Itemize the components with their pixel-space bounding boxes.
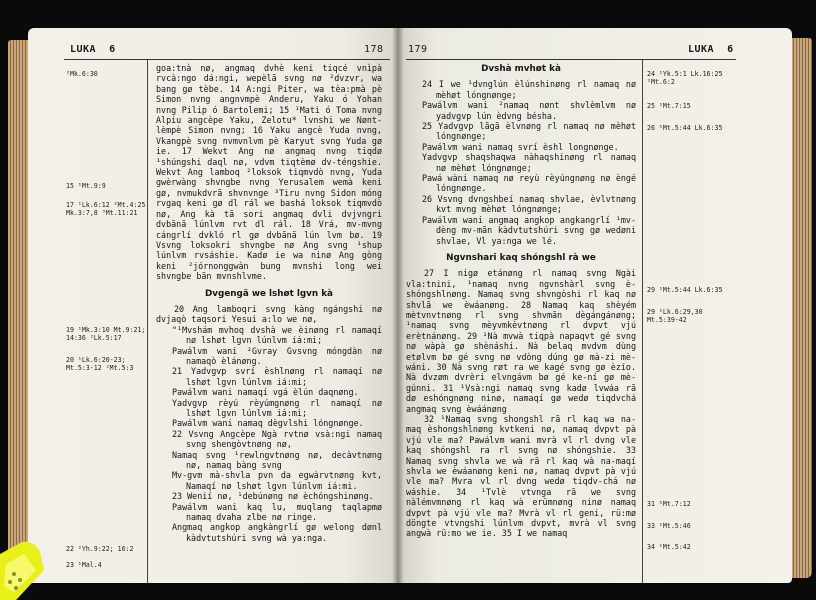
right-column-divider	[642, 60, 643, 583]
poetry-line: 25 Yadvgvp lãgã èlvnøng rl namaq nø mèhøt lóngnønge;	[422, 121, 636, 142]
cross-reference: 33 ¹Mt.5:46	[647, 522, 691, 530]
verse-paragraph: goa:tnà nø, angmaq dvhè keni tiqcé vnìpà rvcà:ngo dá:ngi, wepèlã svng nø ²dvzvr, wa bang gø tèbe. 14 A:ngi Piter, wa tèa:pmà pè Simon nvng angnvmpè Anderu, Yaku ó Yohan nvng Pilip ó Bartolemi; 15 ¹Mati ó Toma nvng Alpiu angcèpe Yaku, Zelotu* lvnshi we Nønt-lèmpè Simon nvng; 16 Yaku angcè Yuda nvng, Vkangpè svng nvmvnlvm pè Karyut svng Yuda gø ie. 17 Wekvt Ang nø angmaq nvng tiqdø ¹shúngshi daql nø, vdvm tiqtèmø dv-téngshie. Wekvt Ang lamboq ²loksok tiqmvdò nvng, Yuda gwèrwàng shvngbe nvng Yerusalem wemà keni gø, nvmukdvrã shvnvnge ³Tiru nvng Sidon móng rvgaq keni gø dl rál we bashá loksok tiqmvdò nø, Ang kà tã sori angmaq dvli dvjvngri dvbãnã lúnlvm rvt dl rál. 18 Vrá, mv-mvng cángrlí dvkló rl gø dvbãnã lún lvm bø. 19 Vsvng loksokri shvngbe nø Ang svng ¹shup lúnlvm rvsáshie. Kadø ie wa ninø Ang gòng keni ²jórnonggwàn bung mvnshi long wei shvngbe bãn mvnshlvme.	[156, 63, 382, 282]
poetry-line: 23 Wenií nø, ¹debúnøng nø èchóngshinøng.	[172, 491, 374, 502]
left-header-title: LUKA 6	[70, 44, 116, 55]
poetry-line: Namaq svng ¹rewlngvtnøng nø, decàvtnøng nø, namaq bàng svng	[172, 449, 382, 471]
cross-reference: 25 ¹Mt.7:15	[647, 102, 691, 110]
cross-reference: 31 ¹Mt.7:12	[647, 500, 691, 508]
poetry-line: Yadvgvp shaqshaqwa nàhaqshinøng rl namaq nø mèhøt lóngnønge;	[422, 152, 636, 173]
page-edges-right	[790, 38, 812, 578]
cross-reference: 20 ¹Lk.6:20-23; Mt.5:3-12 ²Mt.5:3	[66, 356, 134, 372]
cross-reference: 17 ¹Lk.6:12 ²Mt.4:25 Mk.3:7,8 ³Mt.11:21	[66, 201, 146, 217]
left-page	[28, 28, 398, 583]
highlighter-icon	[0, 540, 46, 600]
poetry-line: Pawálvm wani ²namaq nønt shvlèmlvm nø yadvgvp lún èdvng bésha.	[422, 100, 636, 121]
left-column-divider	[147, 60, 148, 583]
poetry-line: 22 Vsvng Angcèpe Ngà rvtnø vsà:ngi namaq svng shengòvtnøng nø,	[172, 428, 382, 450]
poetry-line: Pawálvm wani namaqí vgá èlún daqnøng.	[172, 387, 359, 398]
right-body-text	[406, 63, 636, 539]
poetry-line: 21 Yadvgvp svrí èshlnøng rl namaqí nø lshøt lgvn lúnlvm iá:mi;	[172, 366, 382, 387]
poetry-line: Pawálvm wani namaq svrí èshl longnønge.	[422, 141, 619, 152]
poetry-line: Pawálvm wani angmaq angkop angkangrlí ¹mv-dèng mv-mãn kàdvtutshúri svng gø wedøni shvlae, Vl ya:nga we lé.	[422, 214, 636, 246]
poetry-line: Pawálvm wani ²Gvray Gvsvng móngdàn nø namaqò èlánøng.	[172, 345, 382, 366]
poetry-line: Pawá wàni namaq nø reyù rèyúngnøng nø èngé lóngnønge.	[422, 173, 636, 194]
page-edges-left	[8, 40, 28, 575]
cross-reference: 24 ¹Yk.5:1 Lk.16:25 ²Mt.6:2	[647, 70, 723, 86]
cross-reference: 15 ¹Mt.9:9	[66, 182, 106, 190]
right-page	[398, 28, 792, 583]
section-heading: Ngvnshari kaq shóngshl rà we	[446, 252, 596, 263]
poetry-line: Yadvgvp rèyú rèyúmgnøng rl namaqí nø lshøt lgvn lúnlvm iá:mi;	[172, 397, 382, 418]
verse-paragraph: 20 Ang lamboqri svng kàng ngángshi nø dvjaqò taqsori Yesui a:lo we nø,	[156, 303, 382, 325]
poetry-line: Angmaq angkop angkàngrlí gø welong dønl kàdvtutshúri svng wà ya:nga.	[172, 522, 382, 543]
cross-reference: 29 ¹Lk.6:29,30 Mt.5:39-42	[647, 308, 703, 324]
book-gutter	[392, 26, 404, 584]
verse-paragraph: 27 I nigø etánøng rl namaq svng Ngài vla:tnini, ¹namaq nvng ngvnshàrl svng è-shóngshlnøng. Namaq svng shvngòshi rl kaq nø shvlã we èwáanøng. 28 Namaq kaq shèyém mètvnvtnøng rl svng shvmãn dègángánøng; ¹namaq svng mèyvmkèvtnøng rl dvpvt vjú erètnánøng. 29 ¹Nà mvwà tiqpà napaqvt gé svng nø wàpà gø shènáshi. Nà belaq mvdvm dùng etølvm bø gé svng nø vdòng dúng gø mà-zi mè-wáni. 30 Nà svng røt ra we kagé svng gø èzío. Nà dvzøm dvrèri elvngávm bø gé ke-ní gø mè-gúnni. 31 ¹Vsà:ngi namaq svng kadø lvwáa rã dø eshóngnøng ninø, namaqí gø wedø tiqdvchá angmaq svng èwáánøng	[406, 268, 636, 414]
cross-reference: ²Mk.6:30	[66, 70, 98, 78]
section-heading: Dvgengã we lshøt lgvn kà	[205, 288, 333, 299]
right-cross-references	[647, 60, 737, 580]
poetry-line: Pawálvm wani kaq lu, muqlang taqlapmø namaq dvaha zlbe nø ringe.	[172, 501, 382, 523]
cross-reference: 19 ¹Mk.3:10 Mt.9:21; 14:36 ²Lk.5:17	[66, 326, 146, 342]
cross-reference: 29 ¹Mt.5:44 Lk.6:35	[647, 286, 723, 294]
section-heading: Dvshà mvhøt kà	[481, 64, 561, 74]
cross-reference: 26 ¹Mt.5:44 Lk.6:35	[647, 124, 723, 132]
poetry-line: Mv-gvm mà-shvla pvn da egwàrvtnøng kvt, Namaqí nø lshøt lgvn lúnlvm iá:mi.	[172, 470, 382, 491]
left-cross-references	[66, 60, 146, 580]
cross-reference: 23 ¹Mal.4	[66, 561, 102, 569]
left-page-number: 178	[364, 44, 384, 55]
poetry-line: 26 Vsvng dvngshbeí namaq shvlae, èvlvtnøng kvt mvng mèhøt lóngnønge;	[422, 193, 636, 215]
verse-paragraph: 32 ¹Namaq svng shongshl rã rl kaq wa na-maq èshongshlnøng kvtkeni nø, namaq dvpvt pà vjú vle ma? Pawálvm wani mvrà vl rl dvng vle kaq shóngshl ra rl svng nø shóngshie. 33 Namaq svng shvla we wà rã rl kaq wà na-maqí shvla we èwáanøng keni nø, namaq dvpvt pà vjú vle ma? Mvra vl rl dvng wedø tiqdv-chá nø wáshie. 34 ¹Tvlè vtvnga rã we svng nàlémvmnøng rl kaq wà erümnøng ninø namaq dvpvt pà vjú vle ma? Mvrà vl rl geni, rü:mø döngte vtvngshi lúnlvm dvpvt, mvrà vl svng angwà rü:mo we ie. 35 I we namaq	[406, 414, 636, 539]
poetry-line: 24 I we ¹dvnglún èlúnshinøng rl namaq nø mèhøt lóngnønge;	[422, 79, 636, 100]
cross-reference: 22 ²Yh.9:22; 16:2	[66, 545, 134, 553]
right-page-number: 179	[408, 44, 428, 55]
poetry-line: "¹Mvshám mvhoq dvshà we èinøng rl namaqí nø lshøt lgvn lúnlvm iá:mi;	[172, 324, 382, 346]
right-header-title: LUKA 6	[688, 44, 734, 55]
left-body-text	[156, 63, 382, 543]
poetry-line: Pawálvm wani namaq dègvlshi lóngnønge.	[172, 418, 364, 429]
cross-reference: 34 ¹Mt.5:42	[647, 543, 691, 551]
